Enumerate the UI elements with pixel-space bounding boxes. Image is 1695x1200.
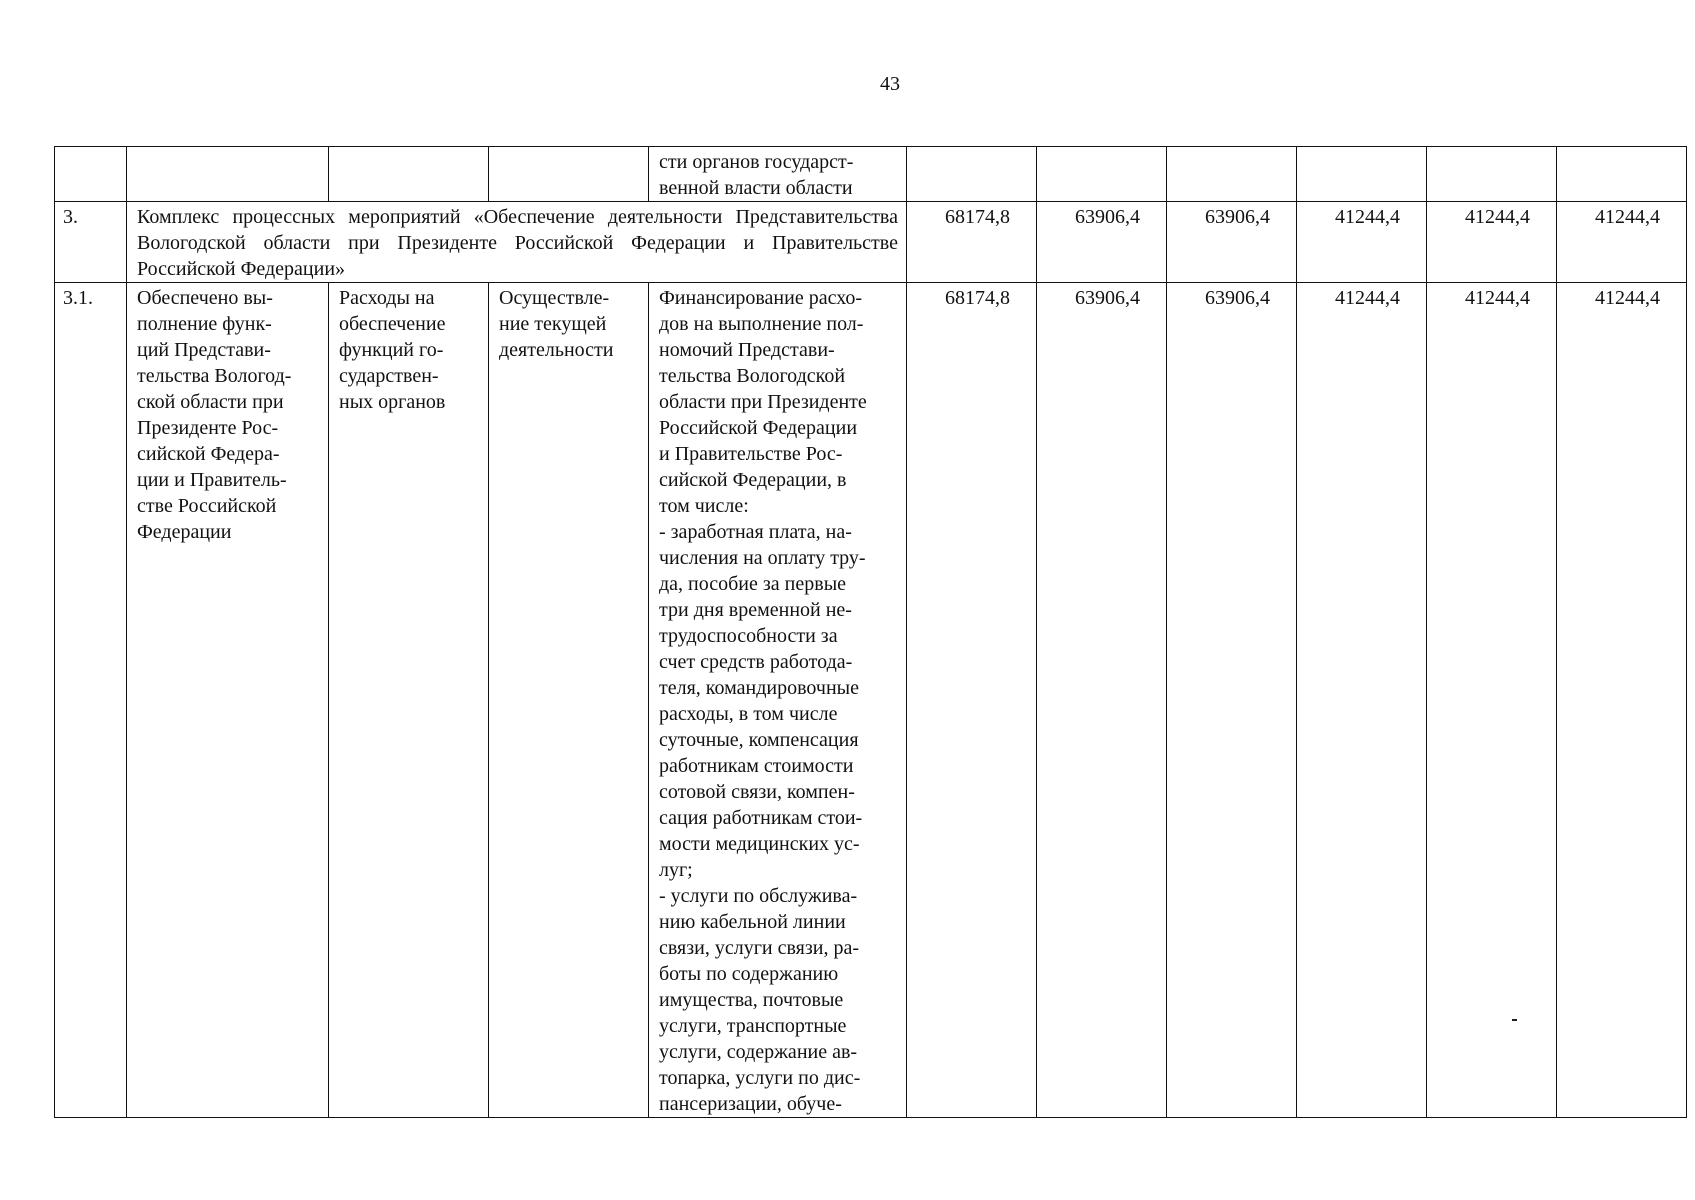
item-expense-type: Расходы на обеспечение функций го- сударствен- ных органов bbox=[329, 283, 489, 1118]
section-row-3 bbox=[55, 202, 1687, 283]
page-number: 43 bbox=[880, 73, 900, 95]
section-value: 63906,4 bbox=[1167, 202, 1297, 283]
section-value: 41244,4 bbox=[1427, 202, 1557, 283]
section-index: 3. bbox=[55, 202, 127, 283]
item-row-3-1 bbox=[55, 283, 1687, 1118]
item-value: 41244,4 bbox=[1297, 283, 1427, 1118]
cell-result bbox=[127, 147, 329, 202]
section-title: Комплекс процессных мероприятий «Обеспечение деятельности Представительства Вологодской области при Президенте Российской Федерации и Правительстве Российской Федерации» bbox=[127, 202, 907, 283]
section-value: 41244,4 bbox=[1557, 202, 1687, 283]
section-value: 68174,8 bbox=[907, 202, 1037, 283]
cell-description: сти органов государст- венной власти области bbox=[649, 147, 907, 202]
cell-value bbox=[1557, 147, 1687, 202]
budget-table bbox=[54, 146, 1687, 1118]
cell-value bbox=[1167, 147, 1297, 202]
cell-index bbox=[55, 147, 127, 202]
cell-value bbox=[1297, 147, 1427, 202]
item-description: Финансирование расхо- дов на выполнение пол- номочий Представи- тельства Вологодской области при Президенте Российской Федерации и Правительстве Рос- сийской Федерации, в том числе: - заработная плата, на- числения на оплату тру- да, пособие за первые три дня временной не- трудоспособности за счет средств работода- теля, командировочные расходы, в том числе суточные, компенсация работникам стоимости сотовой связи, компен- сация работникам стои- мости медицинских ус- луг; - услуги по обслужива- нию кабельной линии связи, услуги связи, ра- боты по содержанию имущества, почтовые услуги, транспортные услуги, содержание ав- топарка, услуги по дис- пансеризации, обуче- bbox=[649, 283, 907, 1118]
item-value: 68174,8 bbox=[907, 283, 1037, 1118]
continuation-row bbox=[55, 147, 1687, 202]
item-result: Обеспечено вы- полнение функ- ций Представи- тельства Вологод- ской области при Президенте Рос- сийской Федера- ции и Правитель- стве Российской Федерации bbox=[127, 283, 329, 1118]
cell-value bbox=[1427, 147, 1557, 202]
section-value: 41244,4 bbox=[1297, 202, 1427, 283]
cell-activity bbox=[489, 147, 649, 202]
cell-value bbox=[1037, 147, 1167, 202]
cell-value bbox=[907, 147, 1037, 202]
item-value: 41244,4 bbox=[1557, 283, 1687, 1118]
item-activity-type: Осуществле- ние текущей деятельности bbox=[489, 283, 649, 1118]
item-value: 63906,4 bbox=[1037, 283, 1167, 1118]
item-index: 3.1. bbox=[55, 283, 127, 1118]
section-value: 63906,4 bbox=[1037, 202, 1167, 283]
item-value: 41244,4 bbox=[1427, 283, 1557, 1118]
scan-mark bbox=[1512, 1019, 1517, 1021]
cell-expense bbox=[329, 147, 489, 202]
item-value: 63906,4 bbox=[1167, 283, 1297, 1118]
